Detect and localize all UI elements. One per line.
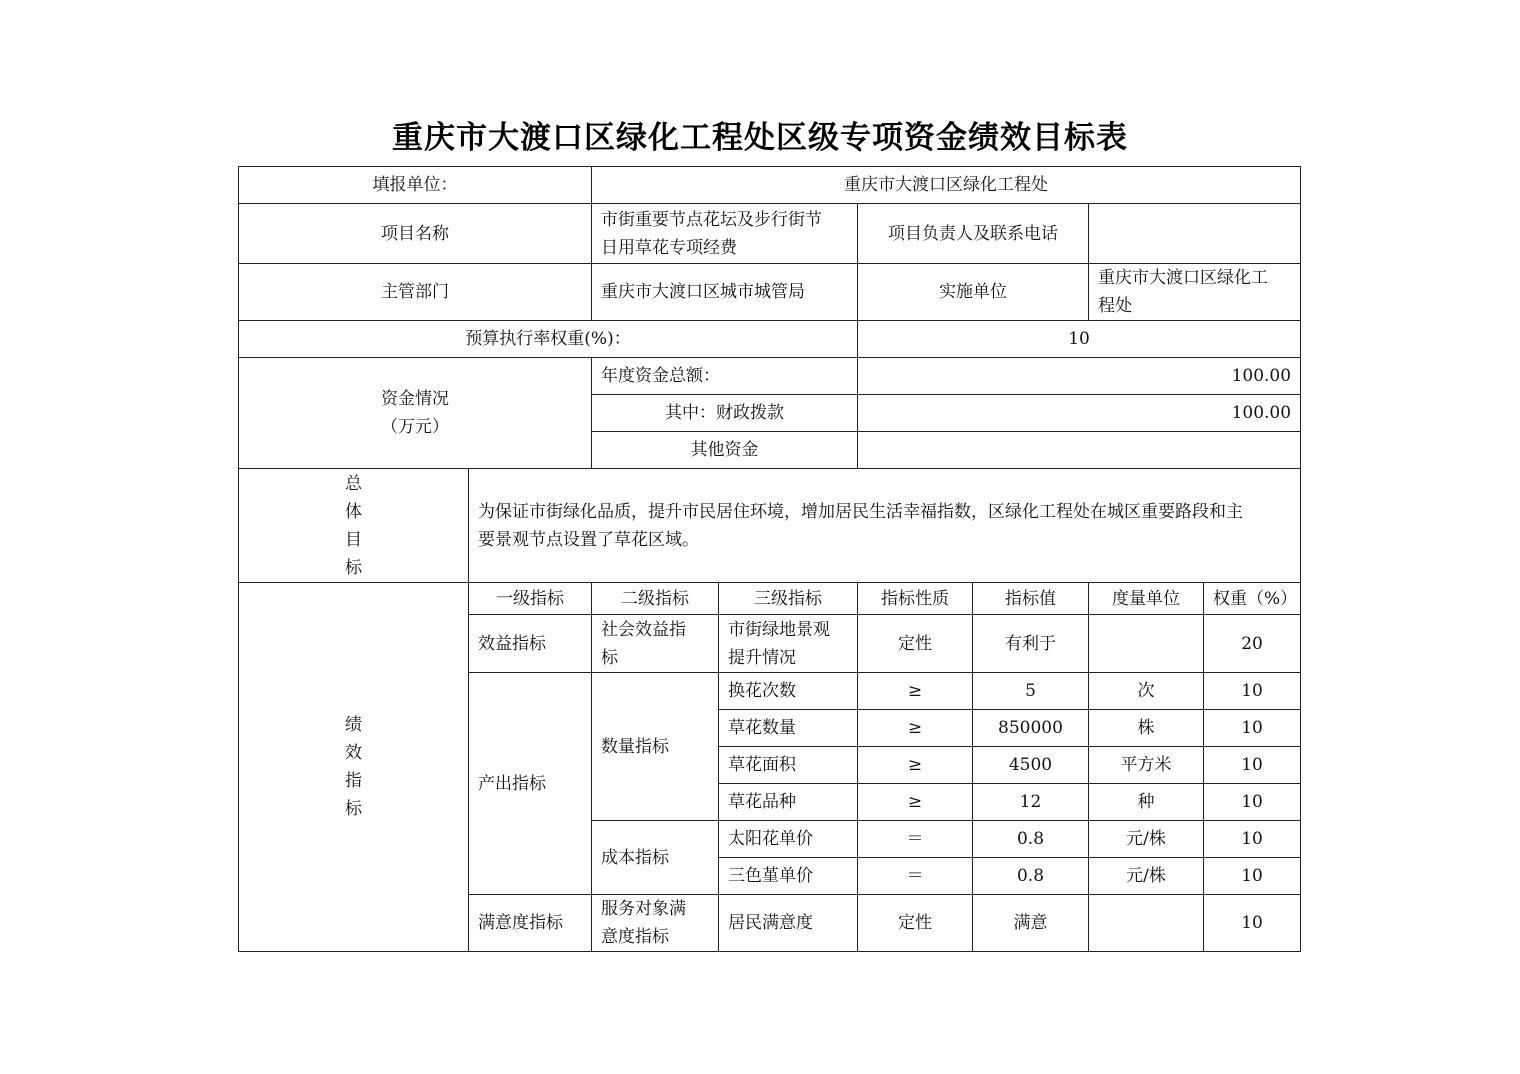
- row-overall-goal: [239, 469, 1301, 583]
- row-dept: [239, 264, 1301, 321]
- goal-text-line2: 要景观节点设置了草花区域。: [478, 529, 699, 550]
- goal-text-line1: 为保证市街绿化品质，提升市民居住环境，增加居民生活幸福指数，区绿化工程处在城区重要路段和主: [478, 501, 1243, 522]
- column-header: 一级指标: [469, 583, 592, 615]
- unit-value: 重庆市大渡口区绿化工程处: [592, 167, 1301, 204]
- column-header: 指标值: [973, 583, 1089, 615]
- row-unit: [239, 167, 1301, 204]
- weight-cell: 10: [1204, 858, 1301, 895]
- other-funds-value: [858, 432, 1301, 469]
- value-cell: 0.8: [973, 821, 1089, 858]
- funds-label: [239, 358, 592, 469]
- nature-cell: 定性: [858, 615, 973, 673]
- impl-line1: 重庆市大渡口区绿化工: [1098, 268, 1268, 288]
- indicator-header-row: [239, 583, 1301, 615]
- project-leader-value: [1089, 204, 1301, 264]
- level1-cell: 效益指标: [469, 615, 592, 673]
- value-cell: 5: [973, 673, 1089, 710]
- goal-char: 标: [345, 557, 362, 578]
- nature-cell: ≥: [858, 710, 973, 747]
- column-header: 三级指标: [719, 583, 858, 615]
- page-title: 重庆市大渡口区绿化工程处区级专项资金绩效目标表: [392, 120, 1128, 156]
- value-cell: 850000: [973, 710, 1089, 747]
- column-header: 权重（%）: [1204, 583, 1301, 615]
- nature-cell: ≥: [858, 784, 973, 821]
- project-name-line2: 日用草花专项经费: [601, 237, 737, 258]
- project-name-value: [592, 204, 858, 264]
- unit-cell: 平方米: [1089, 747, 1204, 784]
- perf-char: 效: [345, 743, 362, 763]
- impl-label: 实施单位: [858, 264, 1089, 321]
- nature-cell: ＝: [858, 858, 973, 895]
- fiscal-value: 100.00: [858, 395, 1301, 432]
- funds-label-line1: 资金情况: [381, 389, 449, 409]
- level3-cell: 草花数量: [719, 710, 858, 747]
- level2-cell: [592, 895, 719, 952]
- performance-indicator-label: [239, 583, 469, 952]
- level3-cell: 草花面积: [719, 747, 858, 784]
- weight-cell: 10: [1204, 747, 1301, 784]
- level2-line2: 意度指标: [601, 927, 669, 947]
- level2-line1: 社会效益指: [601, 619, 686, 640]
- column-header: 二级指标: [592, 583, 719, 615]
- weight-cell: 10: [1204, 821, 1301, 858]
- nature-cell: ＝: [858, 821, 973, 858]
- row-project: [239, 204, 1301, 264]
- level2-line1: 服务对象满: [601, 899, 686, 919]
- level2-cell: [592, 615, 719, 673]
- impl-value: [1089, 264, 1301, 321]
- unit-cell: 次: [1089, 673, 1204, 710]
- level3-line1: 市街绿地景观: [728, 619, 830, 640]
- unit-cell: 元/株: [1089, 821, 1204, 858]
- fiscal-label: 其中：财政拨款: [592, 395, 858, 432]
- unit-cell: 元/株: [1089, 858, 1204, 895]
- weight-cell: 10: [1204, 895, 1301, 952]
- row-budget-weight: [239, 321, 1301, 358]
- column-header: 度量单位: [1089, 583, 1204, 615]
- level3-cell: 三色堇单价: [719, 858, 858, 895]
- annual-total-value: 100.00: [858, 358, 1301, 395]
- budget-weight-value: 10: [858, 321, 1301, 358]
- weight-cell: 10: [1204, 710, 1301, 747]
- value-cell: 满意: [973, 895, 1089, 952]
- annual-total-label: 年度资金总额：: [592, 358, 858, 395]
- budget-weight-label: 预算执行率权重(%)：: [239, 321, 858, 358]
- performance-target-table: [238, 166, 1301, 952]
- value-cell: 12: [973, 784, 1089, 821]
- level2-line2: 标: [601, 647, 618, 668]
- other-funds-label: 其他资金: [592, 432, 858, 469]
- level1-cell: 满意度指标: [469, 895, 592, 952]
- unit-cell: 种: [1089, 784, 1204, 821]
- level3-cell: 草花品种: [719, 784, 858, 821]
- goal-char: 目: [345, 529, 362, 550]
- value-cell: 有利于: [973, 615, 1089, 673]
- overall-goal-label: [239, 469, 469, 583]
- nature-cell: 定性: [858, 895, 973, 952]
- weight-cell: 10: [1204, 784, 1301, 821]
- perf-char: 指: [345, 771, 362, 791]
- unit-cell: 株: [1089, 710, 1204, 747]
- level3-cell: [719, 615, 858, 673]
- nature-cell: ≥: [858, 747, 973, 784]
- dept-label: 主管部门: [239, 264, 592, 321]
- unit-label: 填报单位：: [239, 167, 592, 204]
- perf-char: 绩: [345, 715, 362, 735]
- goal-char: 总: [345, 473, 362, 494]
- perf-char: 标: [345, 799, 362, 819]
- level3-cell: 居民满意度: [719, 895, 858, 952]
- value-cell: 4500: [973, 747, 1089, 784]
- nature-cell: ≥: [858, 673, 973, 710]
- level3-cell: 太阳花单价: [719, 821, 858, 858]
- weight-cell: 10: [1204, 673, 1301, 710]
- weight-cell: 20: [1204, 615, 1301, 673]
- project-name-label: 项目名称: [239, 204, 592, 264]
- unit-cell: [1089, 895, 1204, 952]
- cost-indicator-label: 成本指标: [592, 821, 719, 895]
- level3-cell: 换花次数: [719, 673, 858, 710]
- goal-char: 体: [345, 501, 362, 522]
- value-cell: 0.8: [973, 858, 1089, 895]
- impl-line2: 程处: [1098, 296, 1132, 316]
- dept-value: 重庆市大渡口区城市城管局: [592, 264, 858, 321]
- level3-line2: 提升情况: [728, 647, 796, 668]
- project-name-line1: 市街重要节点花坛及步行街节: [601, 209, 822, 230]
- overall-goal-text: [469, 469, 1301, 583]
- project-leader-label: 项目负责人及联系电话: [858, 204, 1089, 264]
- column-header: 指标性质: [858, 583, 973, 615]
- output-indicator-label: 产出指标: [469, 673, 592, 895]
- quantity-indicator-label: 数量指标: [592, 673, 719, 821]
- funds-label-line2: （万元）: [381, 417, 449, 437]
- unit-cell: [1089, 615, 1204, 673]
- row-annual-total: [239, 358, 1301, 395]
